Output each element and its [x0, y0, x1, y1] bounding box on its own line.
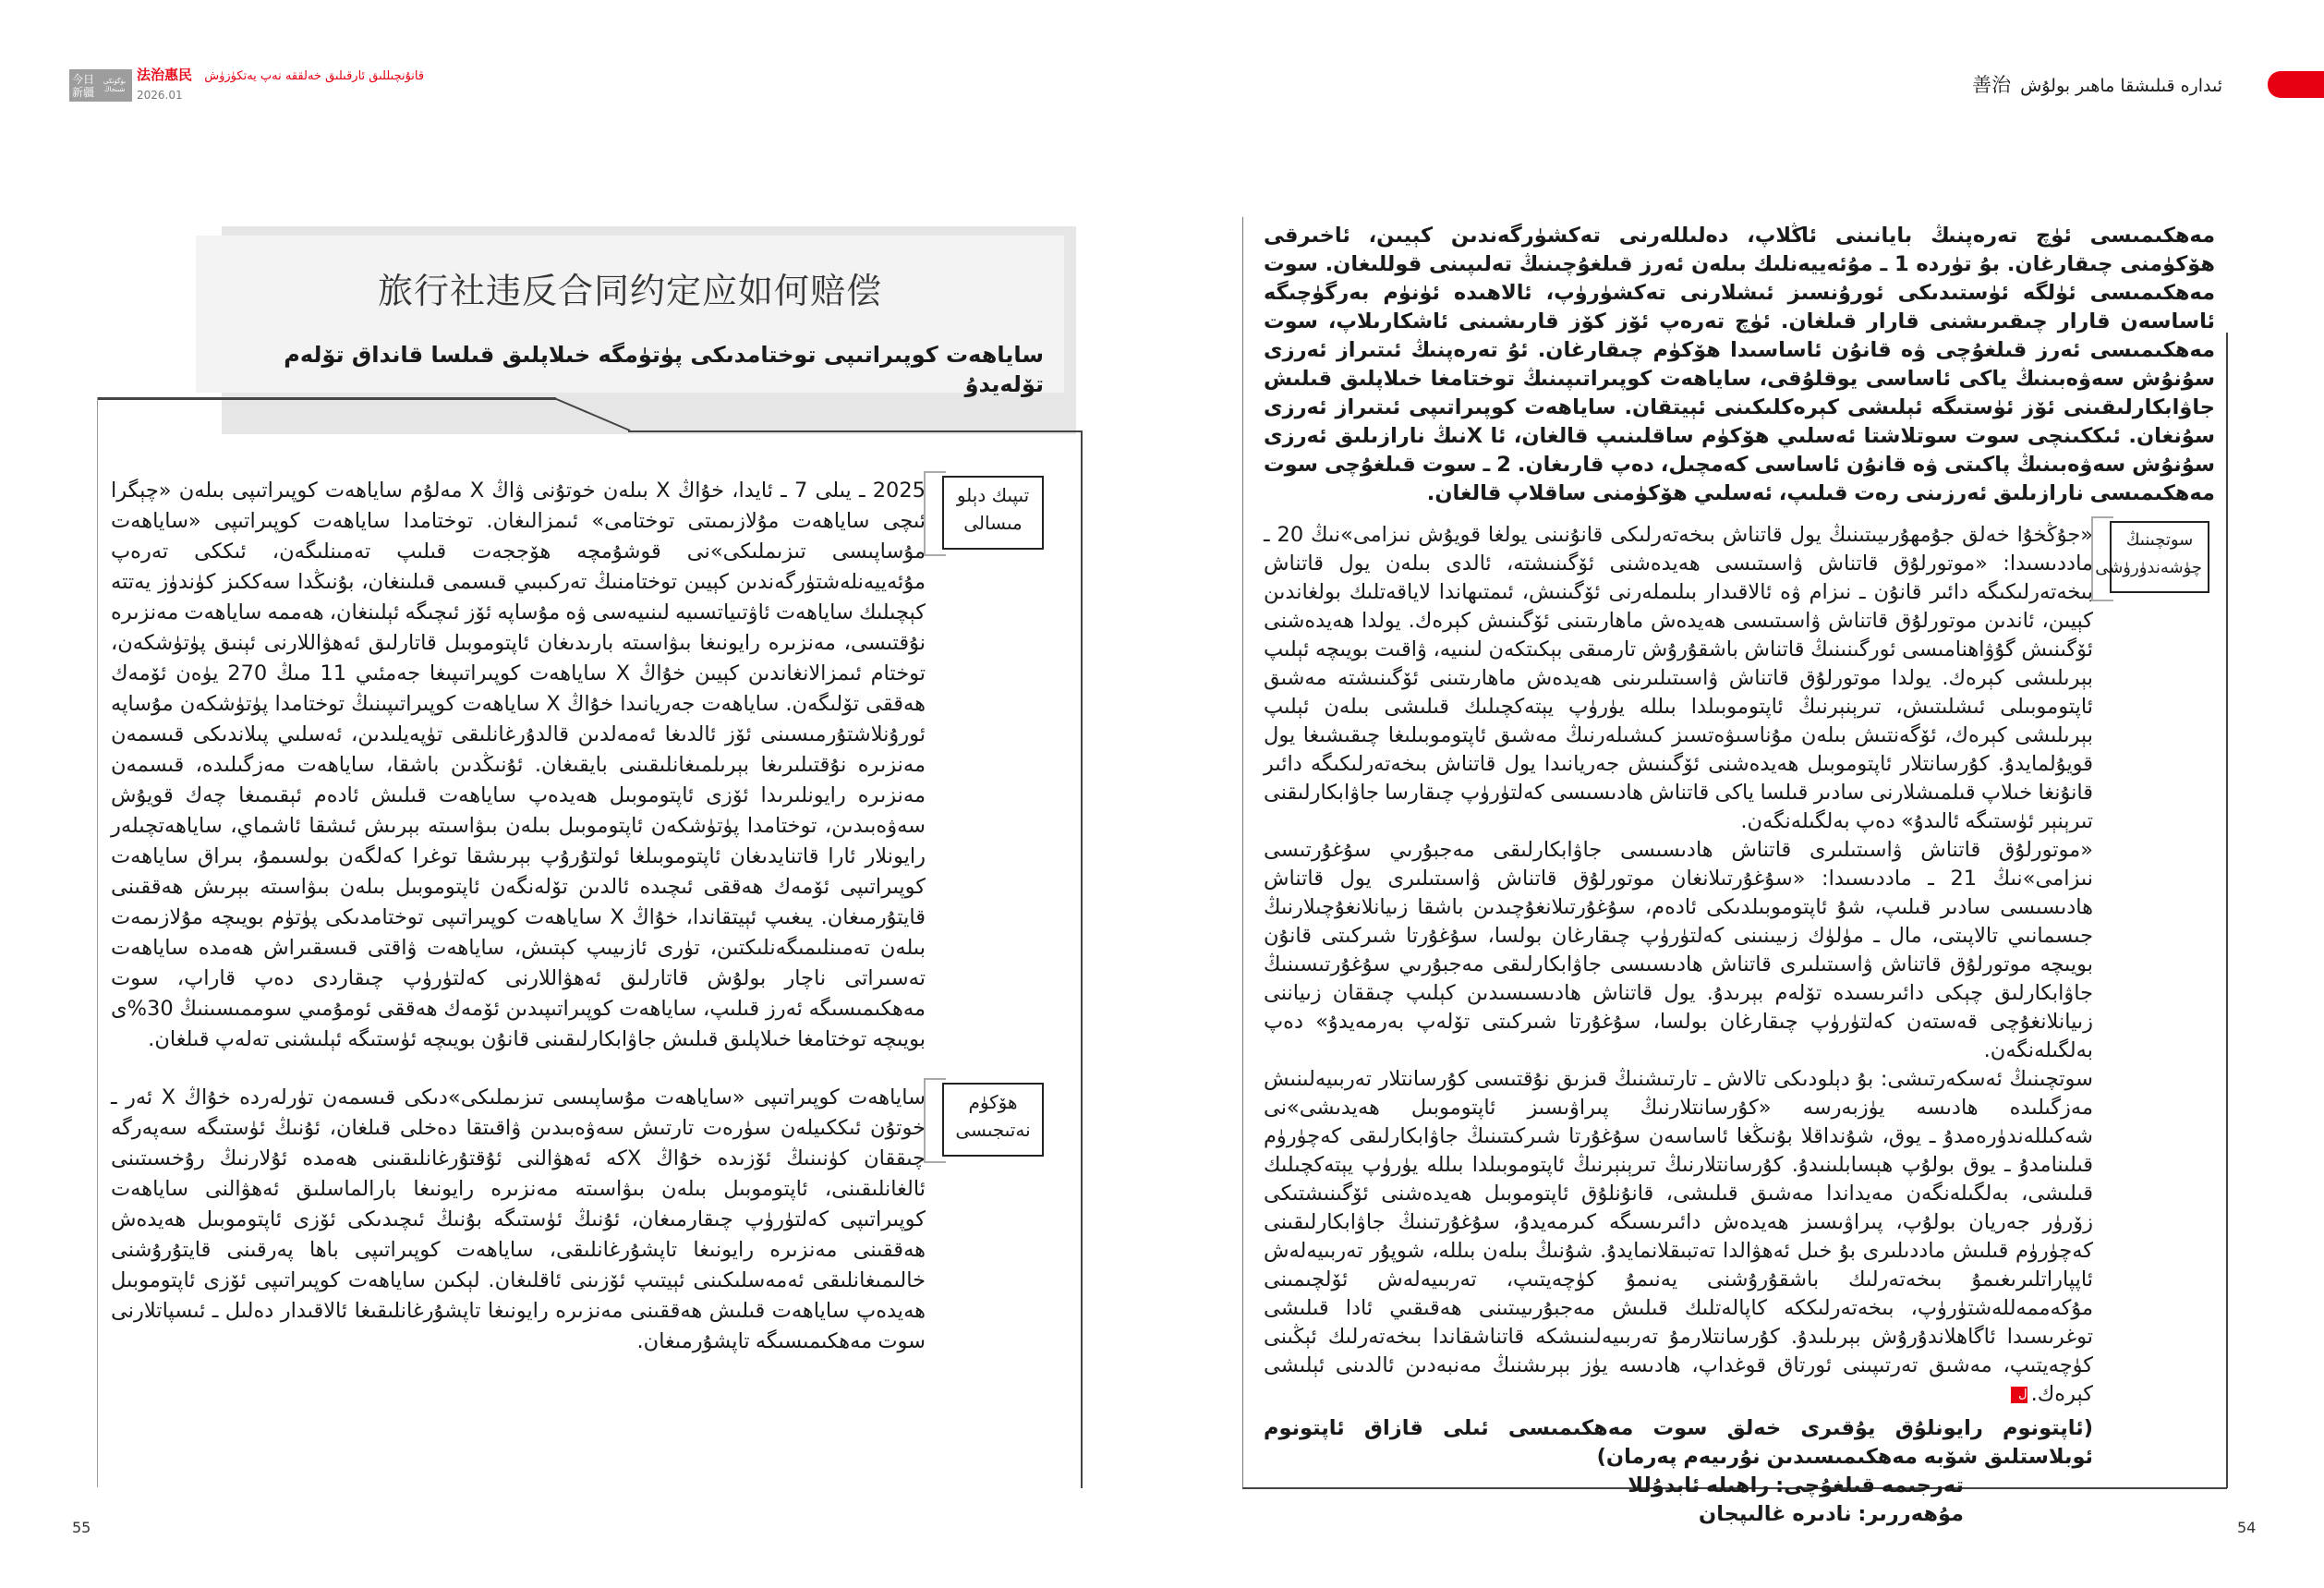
judge-reminder-paragraph — [1264, 1065, 2093, 1409]
frame-left-line — [97, 397, 98, 1487]
translator-credit: تەرجىمە قىلغۇچى: راھىلە ئابدۇللا — [1628, 1473, 1964, 1497]
label-verdict: ھۆكۈم نەتىجىسى — [942, 1083, 1044, 1157]
frame-diagonal — [552, 395, 635, 434]
frame-right-line — [2226, 333, 2228, 1488]
explanation-section — [1264, 521, 2215, 1529]
case-label-col — [942, 476, 1044, 550]
logo-ug: بۈگۈنكى شىنجاڭ — [103, 77, 127, 93]
case-paragraph: 2025 ـ يىلى 7 ـ ئايدا، خۇاڭ X بىلەن خوتۇنى ۋاڭ X مەلۇم ساياھەت كوپىراتىپى بىلەن «چېگرا ئىچى ساياھەت مۇلازىمىتى توختامى» ئىمزالىغان. توختامدا ساياھەت كوپىراتىپى «ساياھەت مۇساپىسى تىزىملىكى»نى قوشۇمچە ھۆججەت قىلىپ تەمىنلىگەن، ئىككى تەرەپ مۇئەييەنلەشتۈرگەندىن كېيىن توختامنىڭ تەركىبىي قىسمى قىلىنغان، بۇنىڭدا سەككىز كۈندۈز يەتتە كېچىلىك ساياھەت ئاۋتىياتسىيە لىنىيەسى ۋە مۇساپە ئۆز ئىچىگە ئېلىنغان، ھەممە ساياھەت مەنزىرە نۇقتىسى، مەنزىرە رايونىغا بىۋاسىتە بارىدىغان ئاپتوموبىل قاتارلىق ئەھۋاللارنى ئېنىق پۈتۈشكەن، توختام ئىمزالانغاندىن كېيىن خۇاڭ X ساياھەت كوپىراتىپىغا جەمئىي 11 مىڭ 270 يۈەن ئۆمەك ھەققى تۆلىگەن. ساياھەت جەريانىدا خۇاڭ X ساياھەت كوپىراتىپىنىڭ توختامدا پۈتۈشكەن مۇساپە ئورۇنلاشتۇرمىسىنى ئۆز ئالدىغا ئەمەلدىن قالدۇرغانلىقى تۈپەيلىدىن، ئەسلىي پىلاندىكى قىسمەن مەنزىرە نۇقتىلىرىغا بېرىلمىغانلىقىنى بايقىغان. ئۇنىڭدىن باشقا، ساياھەت مەزگىلىدە، قىسمەن مەنزىرە رايونلىرىدا ئۆزى ئاپتوموبىل ھەيدەپ ساياھەت قىلىش ئادەم ئېقىمىغا چەك قويۇش سەۋەبىدىن، توختامدا پۈتۈشكەن ئاپتوموبىل بىلەن بىۋاسىتە بېرىش ئىشقا ئاشماي، ساياھەتچىلەر رايونلار ئارا قاتنايدىغان ئاپتوموبىلغا ئولتۇرۇپ بېرىشقا توغرا كەلگەن بولسىمۇ، بىراق ساياھەت كوپىراتىپى ئۆمەك ھەققى ئىچىدە ئالدىن تۆلەنگەن ئاپتوموبىل بىلەن بىۋاسىتە بېرىش ھەققىنى قايتۇرمىغان. يىغىپ ئېيتقاندا، خۇاڭ X ساياھەت كوپىراتىپى توختامدىكى پۈتۈم بويىچە مۇلازىمەت بىلەن تەمىنلىمىگەنلىكتىن، تۈرى ئازىيىپ كېتىش، ساياھەت ۋاقتى قىسقىراش ھەمدە ساياھەت تەسىراتى ناچار بولۇش قاتارلىق ئەھۋاللارنى كەلتۈرۈپ چىقاردى دەپ قاراپ، سوت مەھكىمىسىگە ئەرز قىلىپ، ساياھەت كوپىراتىپىدىن ئۆمەك ھەققى ئومۇمىي سوممىسىنىڭ 30%ى بويىچە توختامغا خىلاپلىق قىلىش جاۋابكارلىقىنى قانۇن بويىچە ئۈستىگە ئېلىشنى تەلەپ قىلغان. — [111, 479, 926, 1051]
label-judge-explanation: سوتچىنىڭ چۈشەندۈرۈشى — [2110, 521, 2209, 593]
left-body — [111, 476, 1062, 1357]
end-mark-icon: ل — [2011, 1387, 2027, 1403]
column-brand — [137, 67, 424, 85]
frame-top-line-2 — [628, 430, 1083, 432]
section-header — [1972, 70, 2222, 98]
label-bracket — [924, 471, 946, 556]
editor-credit: مۇھەررىر: نادىرە غالىپجان — [1699, 1502, 1964, 1526]
section-title-ug: ئىدارە قىلىشقا ماھىر بولۇش — [2020, 76, 2222, 96]
logo-cn: 今日新疆 — [71, 72, 94, 99]
page-number-right: 54 — [2237, 1519, 2257, 1536]
case-section — [111, 476, 1062, 1055]
law-article-20-paragraph: «جۇڭخۇا خەلق جۇمھۇرىيىتىنىڭ يول قاتناش بىخەتەرلىكى قانۇنىنى يولغا قويۇش نىزامى»نىڭ 20 ـ ماددىسىدا: «موتورلۇق قاتناش ۋاسىتىسى ھەيدەشنى ئۆگىنىشتە، ئالدى بىلەن يول قاتناش بىخەتەرلىكىگە دائىر قانۇن ـ نىزام ۋە ئالاقىدار بىلىملەرنى ئۆگىنىش، ئىمتىھاندا لاياقەتلىك بولغاندىن كېيىن، ئاندىن موتورلۇق قاتناش ۋاسىتىسى ھەيدەش ماھارىتىنى ئۆگىنىش كېرەك. يولدا ھەيدەشنى ئۆگىنىش گۇۋاھنامىسى ئورگىنىنىڭ قاتناش باشقۇرۇش تارمىقى بېكىتكەن لىنىيە، ۋاقىت بويىچە ئېلىپ بېرىلىشى كېرەك. يولدا موتورلۇق قاتناش ۋاسىتىلىرىنى ھەيدەش ماھارىتىنى ئۆگىنىشتە مەشىق ئاپتوموبىلى ئىشلىتىش، تىرېنېرنىڭ ئاپتوموبىلدا بىللە يۈرۈپ يېتەكچىلىك قىلىشى بىلەن ئېلىپ بېرىلىشى كېرەك، ئۆگەنتىش بىلەن مۇناسىۋەتسىز كىشىلەرنىڭ مەشىق ئاپتوموبىلىغا چىقىشىغا يول قويۇلمايدۇ. كۇرسانتلار ئاپتوموبىل ھەيدەشنى ئۆگىنىش جەريانىدا يول قاتناش بىخەتەرلىكىگە دائىر قانۇنغا خىلاپ قىلمىشلارنى سادىر قىلسا ياكى قاتناش ھادىسىسى كەلتۈرۈپ چىقارسا جاۋابكارلىقنى تىرېنېر ئۈستىگە ئالىدۇ» دەپ بەلگىلەنگەن. — [1264, 523, 2093, 833]
explanation-body — [1264, 521, 2093, 1529]
frame-left-line — [1242, 217, 1243, 1488]
frame-top-line — [97, 397, 556, 400]
section-title-cn: 善治 — [1972, 74, 2012, 96]
article-title-cn: 旅行社违反合同约定应如何赔偿 — [377, 271, 882, 311]
verdict-label-col — [942, 1083, 1044, 1157]
label-bracket — [2091, 516, 2113, 601]
label-bracket — [924, 1078, 946, 1163]
issue-date: 2026.01 — [137, 89, 183, 102]
source-note: (ئاپتونوم رايونلۇق يۇقىرى خەلق سوت مەھكىمىسى ئىلى قازاق ئاپتونوم ئوبلاستلىق شۆبە مەھكىمىسىدىن نۇرىيەم پەرمان) — [1264, 1416, 2093, 1469]
law-article-21-paragraph: «موتورلۇق قاتناش ۋاسىتىلىرى قاتناش ھادىسىسى جاۋابكارلىقى مەجبۇرىي سۇغۇرتىسى نىزامى»نىڭ 21 ـ ماددىسىدا: «سۇغۇرتىلانغان موتورلۇق قاتناش ۋاسىتىلىرى يول قاتناش ھادىسىسى سادىر قىلىپ، شۇ ئاپتوموبىلدىكى ئادەم، سۇغۇرتىلانغۇچىدىن باشقا زىيانلانغۇچىلارنىڭ جىسمانىي تالاپىتى، مال ـ مۈلۈك زىيىنىنى كەلتۈرۈپ چىقارغان بولسا، سۇغۇرتا شىركىتى قانۇن بويىچە موتورلۇق قاتناش ۋاسىتىلىرى قاتناش ھادىسىسى جاۋابكارلىقى مەجبۇرىي سۇغۇرتىسىنىڭ جاۋابكارلىق چېكى دائىرىسىدە تۆلەم بېرىدۇ. يول قاتناش ھادىسىسىدىن كېلىپ چىققان زىياننى زىيانلانغۇچى قەستەن كەلتۈرۈپ چىقارغان بولسا، سۇغۇرتا شىركىتى تۆلەپ بەرمەيدۇ» دەپ بەلگىلەنگەن. — [1264, 838, 2093, 1062]
label-typical-case: تىپىك دېلو مىسالى — [942, 476, 1044, 550]
column-brand-ug: قانۇنچىللىق ئارقىلىق خەلققە نەپ يەتكۈزۈش — [204, 69, 425, 83]
section-tab-marker — [2268, 71, 2324, 98]
verdict-section — [111, 1083, 1062, 1357]
column-brand-cn: 法治惠民 — [137, 67, 193, 83]
explanation-label-col — [2095, 521, 2209, 593]
page-number-left: 55 — [72, 1519, 91, 1536]
right-body — [1264, 222, 2215, 1529]
continued-paragraph: مەھكىمىسى ئۈچ تەرەپنىڭ بايانىنى ئاڭلاپ، دەلىللەرنى تەكشۈرگەندىن كېيىن، ئاخىرقى ھۆكۈمنى چىقارغان. بۇ تۈردە 1 ـ مۇئەييەنلىك بىلەن ئەرز قىلغۇچىنىڭ تەلىپىنى قوللىغان. سوت مەھكىمىسى ئۈلگە ئۈستىدىكى ئورۇنسىز ئىشلارنى تەكشۈرۈپ، ئالاھىدە ئۈنۈم بەرگۈچىگە ئاساسەن قارار چىقىرىشنى قارار قىلغان. ئۈچ تەرەپ ئۆز كۆز قارىشىنى ئاشكارىلاپ، سوت مەھكىمىسى ئەرز قىلغۇچى ۋە قانۇن ئاساسىدا ھۆكۈم چىقارغان. ئۇ تەرەپنىڭ ئىتىراز ئەرزى سۇنۇش سەۋەبىنىڭ ياكى ئاساسى يوقلۇقى، ساياھەت كوپىراتىپىنىڭ توختامغا خىلاپلىق قىلىش جاۋابكارلىقىنى ئۆز ئۈستىگە ئېلىشى كېرەكلىكىنى ئېيتقان. ساياھەت كوپىراتىپى ئىتىراز ئەرزى سۇنغان. ئىككىنچى سوت سوتلاشتا ئەسلىي ھۆكۈم ساقلىنىپ قالغان، ئا Xنىڭ نارازىلىق ئەرزى سۇنۇش سەۋەبىنىڭ پاكىتى ۋە قانۇن ئاساسى كەمچىل، دەپ قارىغان. 2 ـ سوت قىلغۇچى سوت مەھكىمىسى نارازىلىق ئەرزىنى رەت قىلىپ، ئەسلىي ھۆكۈمنى ساقلاپ قالغان. — [1264, 224, 2215, 505]
judge-reminder-text: سوتچىنىڭ ئەسكەرتىشى: بۇ دېلودىكى تالاش ـ تارتىشنىڭ قىزىق نۇقتىسى كۇرسانتلار تەربىيەلىنىش مەزگىلىدە ھادىسە يۈزبەرسە «كۇرسانتلارنىڭ پىراۋىسىز ئاپتوموبىل ھەيدىشى»نى شەكىللەندۈرەمدۇ ـ يوق، شۇنداقلا بۇنىڭغا ئاساسەن سۇغۇرتا شىركىتىنىڭ جاۋابكارلىقى كەچۈرۈم قىلىنامدۇ ـ يوق بولۇپ ھېسابلىنىدۇ. كۇرسانتلارنىڭ تىرېنېرنىڭ ئاپتوموبىلدا بىللە يۈرۈپ يېتەكچىلىك قىلىشى، بەلگىلەنگەن مەيداندا مەشىق قىلىشى، قانۇنلۇق ئاپتوموبىل ھەيدەشنى ئۆگىنىشتىكى زۆرۈر جەريان بولۇپ، پىراۋىسىز ھەيدەش دائىرىسىگە كىرمەيدۇ، سۇغۇرتىنىڭ جاۋابكارلىقىنى كەچۈرۈم قىلىش ماددىلىرى بۇ خىل ئەھۋالدا تەتبىقلانمايدۇ. شۇنىڭ بىلەن بىللە، شوپۇر تەربىيەلەش ئاپپاراتلىرىغىمۇ بىخەتەرلىك باشقۇرۇشنى يەنىمۇ كۈچەيتىپ، تەربىيەلەش ئۆلچىمىنى مۇكەممەللەشتۈرۈپ، بىخەتەرلىككە كاپالەتلىك قىلىش مەجبۇرىيىتىنى ھەقىقىي ئادا قىلىشى توغرىسىدا ئاگاھلاندۇرۇش بېرىلىدۇ. كۇرسانتلارمۇ تەربىيەلىنىشكە قاتناشقاندا بىخەتەرلىك ئېڭىنى كۈچەيتىپ، مەشىق تەرتىپىنى ئورتاق قوغداپ، ھادىسە يۈز بېرىشنىڭ مەنبەدىن ئالدىنى ئېلىشى كېرەك. — [1264, 1067, 2093, 1406]
article-title-ug: ساياھەت كوپىراتىپى توختامدىكى پۈتۈمگە خىلاپلىق قىلسا قانداق تۆلەم تۆلەيدۇ — [284, 342, 1044, 397]
publication-logo — [69, 69, 132, 102]
verdict-paragraph: ساياھەت كوپىراتىپى «ساياھەت مۇساپىسى تىزىملىكى»دىكى قىسمەن تۈرلەردە خۇاڭ X ئەر ـ خوتۇن ئىككىيلەن سۈرەت تارتىش سەۋەبىدىن ۋاقىتقا دەخلى قىلغان، ئۇنىڭ ئۈستىگە سەپەرگە چىققان كۈنىنىڭ ئۆزىدە خۇاڭ Xكە ئەھۋالنى ئۇقتۇرغانلىقىنى ھەمدە ئۇلارنىڭ رۇخسىتىنى ئالغانلىقىنى، ئاپتوموبىل بىلەن بىۋاسىتە مەنزىرە رايونىغا بارالماسلىق ئەھۋالنى ساياھەت كوپىراتىپى كەلتۈرۈپ چىقارمىغان، ئۇنىڭ ئۈستىگە بۇنىڭ ئىچىدىكى ئۆزى ئاپتوموبىل ھەيدەش ھەققىنى مەنزىرە رايونىغا تاپشۇرغانلىقى، ساياھەت كوپىراتىپى باھا پەرقىنى قايتۇرۇشنى خالىمىغانلىقى ئەمەسلىكىنى ئېيتىپ ئۆزىنى ئاقلىغان. لېكىن ساياھەت كوپىراتىپى ئۆزى ئاپتوموبىل ھەيدەپ ساياھەت قىلىش ھەققىنى مەنزىرە رايونىغا تاپشۇرغانلىقىغا ئالاقىدار دەلىل ـ ئىسپاتلارنى سوت مەھكىمىسىگە تاپشۇرمىغان. — [111, 1085, 926, 1353]
frame-right-line — [1081, 430, 1083, 1488]
